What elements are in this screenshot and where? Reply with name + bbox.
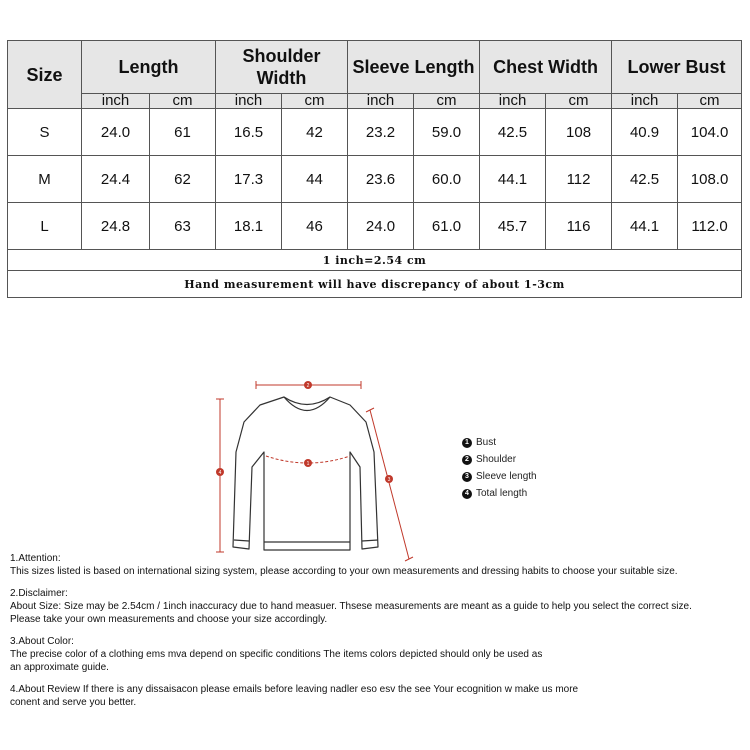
legend-label: Bust <box>476 437 497 448</box>
unit-cell: inch <box>82 94 150 109</box>
value-cell: 61 <box>150 109 216 156</box>
value-cell: 116 <box>546 203 612 250</box>
value-cell: 108.0 <box>678 156 742 203</box>
value-cell: 60.0 <box>414 156 480 203</box>
value-cell: 112.0 <box>678 203 742 250</box>
value-cell: 62 <box>150 156 216 203</box>
note-line: 4.About Review If there is any dissaisacon please emails before leaving nadler eso esv the see Your ecognition w make us more <box>10 684 579 695</box>
value-cell: 46 <box>282 203 348 250</box>
header-row <box>8 41 742 94</box>
note-about-color <box>10 635 745 674</box>
unit-cell: inch <box>612 94 678 109</box>
value-cell: 104.0 <box>678 109 742 156</box>
unit-cell: inch <box>348 94 414 109</box>
header-size: Size <box>8 41 82 109</box>
value-cell: 18.1 <box>216 203 282 250</box>
value-cell: 16.5 <box>216 109 282 156</box>
unit-cell: cm <box>150 94 216 109</box>
table-row <box>8 109 742 156</box>
note-title: 1.Attention: <box>10 553 61 564</box>
svg-text:3: 3 <box>387 477 391 483</box>
marker-total-length <box>216 468 224 476</box>
conversion-note: 1 inch=2.54 cm <box>8 250 742 271</box>
discrepancy-row <box>8 271 742 298</box>
value-cell: 61.0 <box>414 203 480 250</box>
value-cell: 44.1 <box>480 156 546 203</box>
note-line: The precise color of a clothing ems mva depend on specific conditions The items colors depicted should only be used as <box>10 649 543 660</box>
value-cell: 40.9 <box>612 109 678 156</box>
sweater-outline <box>233 397 378 550</box>
note-attention <box>10 552 745 578</box>
value-cell: 42.5 <box>612 156 678 203</box>
legend-number: 3 <box>462 472 472 482</box>
value-cell: 45.7 <box>480 203 546 250</box>
legend-label: Total length <box>476 488 528 499</box>
value-cell: 24.4 <box>82 156 150 203</box>
legend-label: Shoulder <box>476 454 517 465</box>
unit-cell: cm <box>546 94 612 109</box>
value-cell: 42.5 <box>480 109 546 156</box>
header-shoulder-line1: Shoulder <box>242 46 321 66</box>
value-cell: 23.6 <box>348 156 414 203</box>
value-cell: 17.3 <box>216 156 282 203</box>
value-cell: 112 <box>546 156 612 203</box>
note-line: About Size: Size may be 2.54cm / 1inch inaccuracy due to hand measuer. Thsese measurements are meant as a guide to help you select the correct size. <box>10 601 692 612</box>
measurement-lines <box>216 381 413 561</box>
legend-item-total-length <box>462 485 537 502</box>
value-cell: 44.1 <box>612 203 678 250</box>
value-cell: 108 <box>546 109 612 156</box>
header-lower-bust: Lower Bust <box>612 41 742 94</box>
note-about-review <box>10 683 745 709</box>
header-chest-width: Chest Width <box>480 41 612 94</box>
value-cell: 42 <box>282 109 348 156</box>
legend-number: 2 <box>462 455 472 465</box>
note-title: 2.Disclaimer: <box>10 588 68 599</box>
unit-cell: inch <box>216 94 282 109</box>
svg-text:4: 4 <box>218 470 222 476</box>
note-title: 3.About Color: <box>10 636 74 647</box>
value-cell: 24.8 <box>82 203 150 250</box>
notes-section <box>10 552 745 718</box>
size-chart-table <box>7 40 742 298</box>
value-cell: 24.0 <box>82 109 150 156</box>
note-line: This sizes listed is based on international sizing system, please according to your own measurements and dressing habits to choose your suitable size. <box>10 566 678 577</box>
sweater-diagram <box>200 372 430 572</box>
marker-bust <box>304 459 312 467</box>
value-cell: 59.0 <box>414 109 480 156</box>
legend-item-bust <box>462 434 537 451</box>
legend-item-sleeve-length <box>462 468 537 485</box>
note-disclaimer <box>10 587 745 626</box>
table-row <box>8 203 742 250</box>
legend-number: 1 <box>462 438 472 448</box>
marker-sleeve-length <box>385 475 393 483</box>
legend-label: Sleeve length <box>476 471 537 482</box>
header-length: Length <box>82 41 216 94</box>
units-row <box>8 94 742 109</box>
header-shoulder-width <box>216 41 348 94</box>
svg-text:1: 1 <box>306 461 310 467</box>
diagram-legend <box>462 434 537 502</box>
unit-cell: cm <box>678 94 742 109</box>
note-line: conent and serve you better. <box>10 697 137 708</box>
note-line: Please take your own measurements and choose your size accordingly. <box>10 614 328 625</box>
value-cell: 44 <box>282 156 348 203</box>
note-line: an approximate guide. <box>10 662 109 673</box>
size-label: S <box>8 109 82 156</box>
value-cell: 24.0 <box>348 203 414 250</box>
discrepancy-note: Hand measurement will have discrepancy of about 1-3cm <box>8 271 742 298</box>
value-cell: 23.2 <box>348 109 414 156</box>
header-shoulder-line2: Width <box>256 68 307 88</box>
legend-number: 4 <box>462 489 472 499</box>
unit-cell: inch <box>480 94 546 109</box>
svg-text:2: 2 <box>306 383 310 389</box>
unit-cell: cm <box>414 94 480 109</box>
marker-shoulder <box>304 381 312 389</box>
table-row <box>8 156 742 203</box>
size-label: L <box>8 203 82 250</box>
unit-cell: cm <box>282 94 348 109</box>
legend-item-shoulder <box>462 451 537 468</box>
header-sleeve-length: Sleeve Length <box>348 41 480 94</box>
size-label: M <box>8 156 82 203</box>
conversion-row <box>8 250 742 271</box>
value-cell: 63 <box>150 203 216 250</box>
